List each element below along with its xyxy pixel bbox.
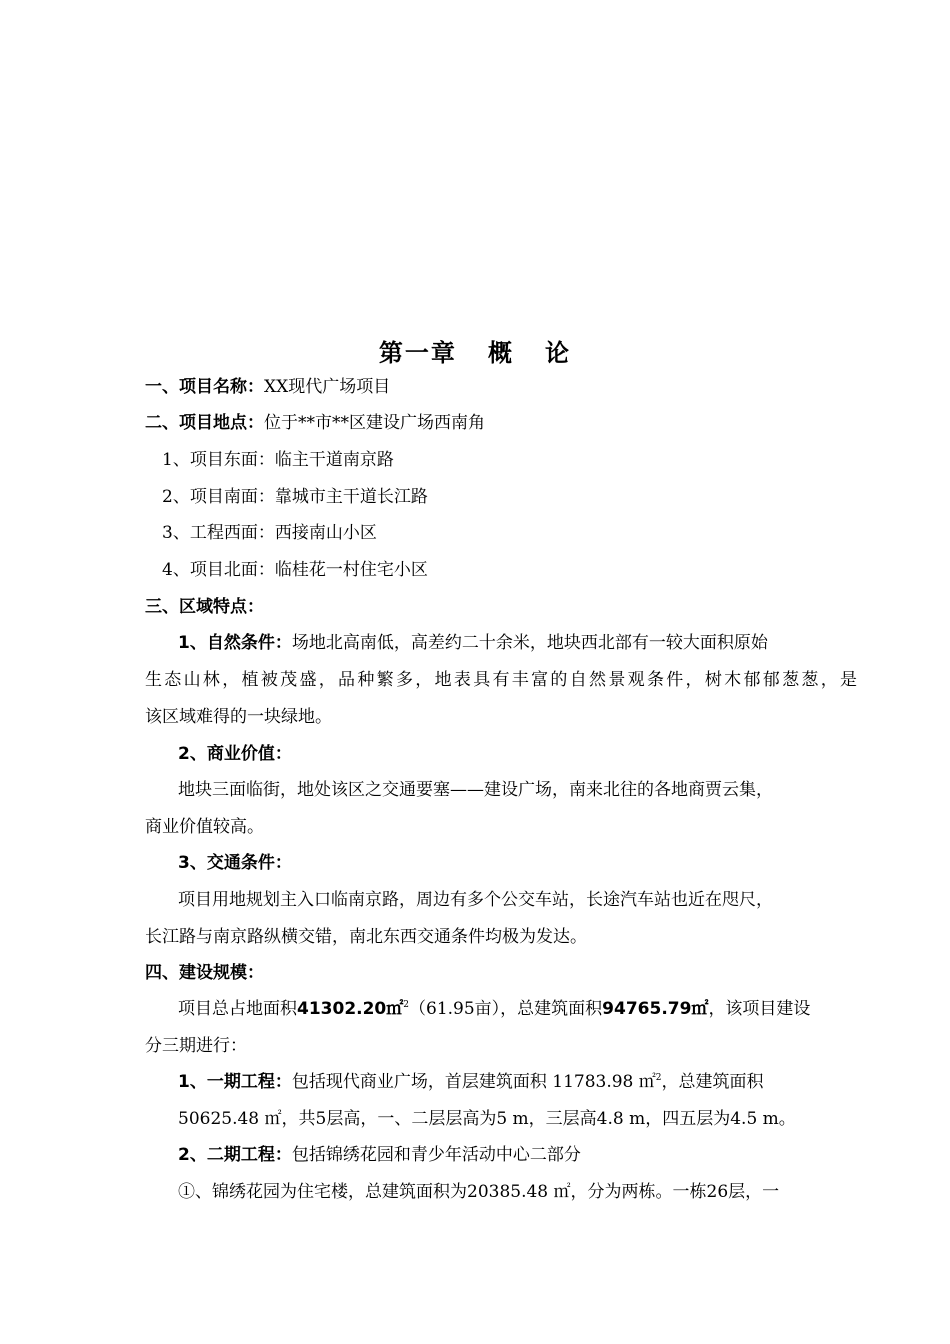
list-item: 4、项目北面：临桂花一村住宅小区 xyxy=(162,560,428,580)
paragraph-line: 商业价值较高。 xyxy=(145,817,264,837)
paragraph-text: 项目总占地面积 xyxy=(178,999,297,1019)
paragraph-text: （61.95亩），总建筑面积 xyxy=(409,999,603,1019)
total-area-value: 94765.79㎡ xyxy=(602,999,709,1019)
paragraph-line: ①、锦绣花园为住宅楼，总建筑面积为20385.48 ㎡，分为两栋。一栋26层，一 xyxy=(178,1182,780,1202)
paragraph-line: 该区域难得的一块绿地。 xyxy=(145,707,332,727)
paragraph-line: 生态山林，植被茂盛，品种繁多，地表具有丰富的自然景观条件，树木郁郁葱葱，是 xyxy=(145,670,857,690)
paragraph-text: 场地北高南低，高差约二十余米，地块西北部有一较大面积原始 xyxy=(291,633,768,653)
list-item: 3、工程西面：西接南山小区 xyxy=(162,523,377,543)
paragraph-line: 分三期进行： xyxy=(145,1036,247,1056)
section-heading: 三、区域特点： xyxy=(145,597,264,617)
section-project-location xyxy=(145,412,485,434)
paragraph-line: 项目用地规划主入口临南京路，周边有多个公交车站，长途汽车站也近在咫尺， xyxy=(178,890,773,910)
paragraph-text: 包括现代商业广场，首层建筑面积 11783.98 ㎡ xyxy=(291,1072,656,1092)
site-area-value: 41302.20㎡ xyxy=(297,999,404,1019)
paragraph-text: ，该项目建设 xyxy=(708,999,811,1019)
section-text: XX现代广场项目 xyxy=(264,377,391,397)
subheading: 3、交通条件： xyxy=(178,853,292,873)
paragraph-line xyxy=(178,632,768,654)
section-heading: 四、建设规模： xyxy=(145,963,264,983)
subheading: 2、二期工程： xyxy=(178,1145,292,1165)
superscript: 2 xyxy=(655,1073,662,1083)
paragraph-line xyxy=(178,1071,764,1093)
paragraph-line: 长江路与南京路纵横交错，南北东西交通条件均极为发达。 xyxy=(145,927,587,947)
paragraph-line: 50625.48 ㎡，共5层高，一、二层层高为5 m，三层高4.8 m，四五层为4.5 m。 xyxy=(178,1109,796,1129)
list-item: 1、项目东面：临主干道南京路 xyxy=(162,450,394,470)
paragraph-line xyxy=(178,1144,581,1166)
subheading: 2、商业价值： xyxy=(178,744,292,764)
subheading: 1、自然条件： xyxy=(178,633,292,653)
paragraph-line xyxy=(178,998,810,1020)
section-heading: 一、项目名称： xyxy=(145,377,264,397)
chapter-title: 第一章 概 论 xyxy=(378,339,572,367)
paragraph-text: ，总建筑面积 xyxy=(661,1072,764,1092)
subheading: 1、一期工程： xyxy=(178,1072,292,1092)
paragraph-text: 包括锦绣花园和青少年活动中心二部分 xyxy=(291,1145,581,1165)
section-heading: 二、项目地点： xyxy=(145,413,264,433)
list-item: 2、项目南面：靠城市主干道长江路 xyxy=(162,487,428,507)
section-project-name xyxy=(145,376,390,398)
paragraph-line: 地块三面临街，地处该区之交通要塞——建设广场，南来北往的各地商贾云集， xyxy=(178,780,773,800)
section-text: 位于**市**区建设广场西南角 xyxy=(264,413,485,433)
superscript: 2 xyxy=(403,1000,409,1010)
